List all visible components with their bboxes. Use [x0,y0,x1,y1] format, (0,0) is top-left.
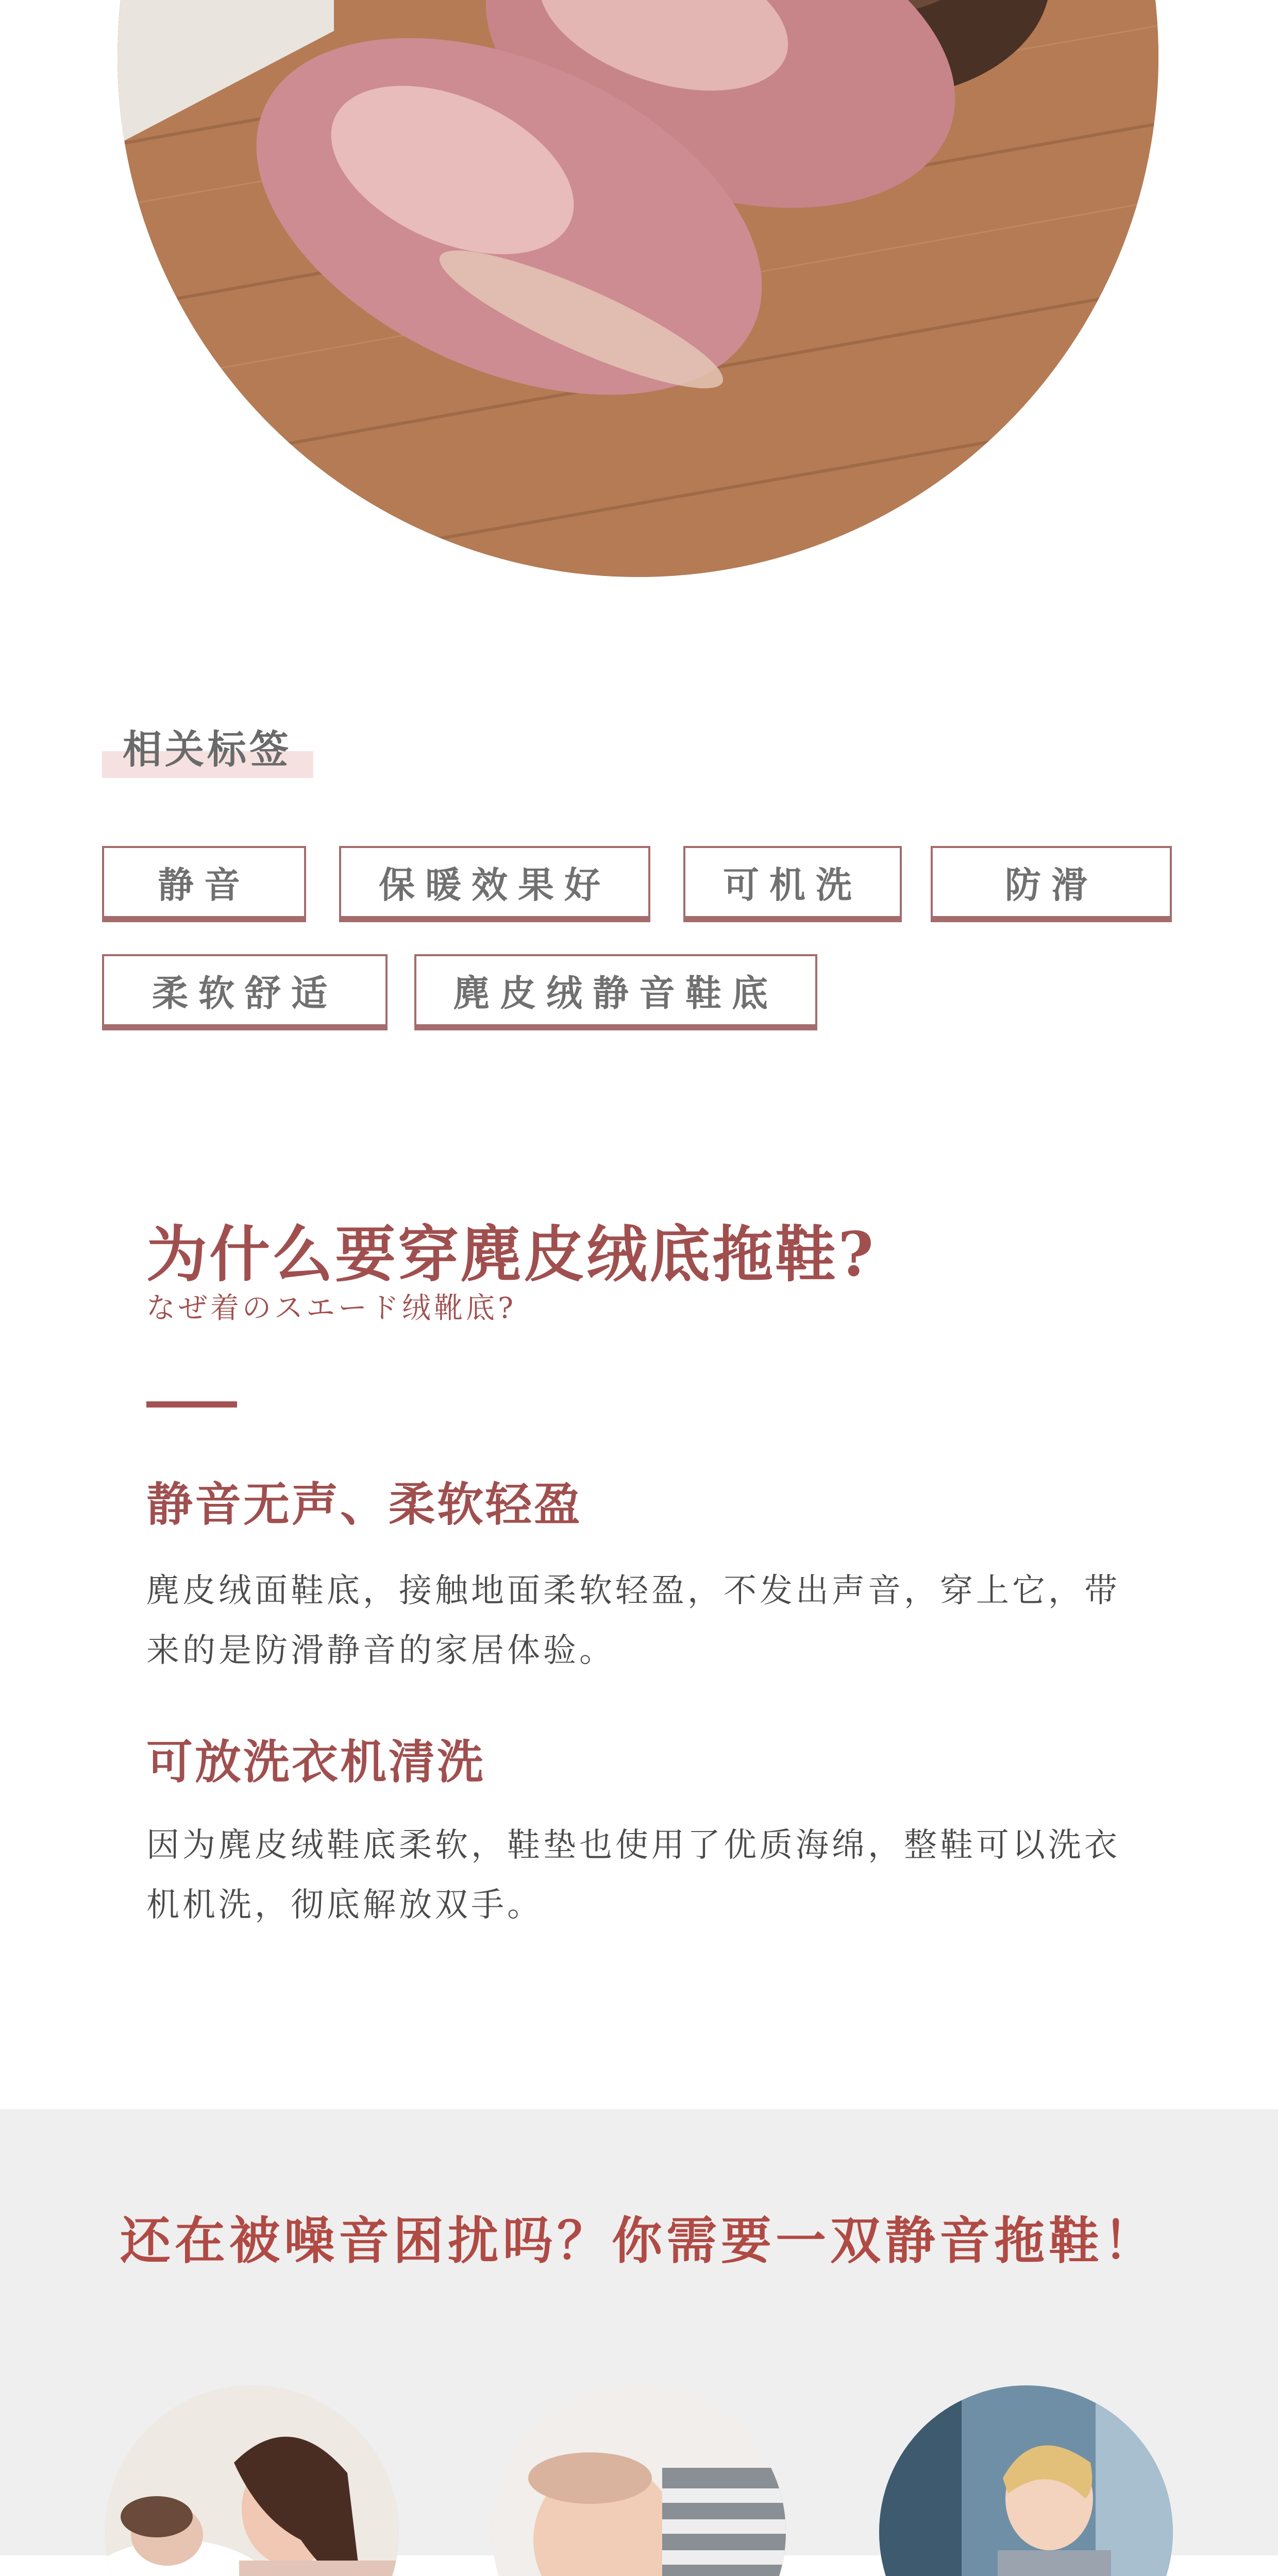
feature-heading-washable: 可放洗衣机清洗 [146,1735,485,1789]
tag-suede-silent-sole[interactable]: 麂皮绒静音鞋底 [414,954,817,1030]
why-section-subtitle: なぜ着のスエード绒靴底? [146,1292,517,1325]
tag-silent[interactable]: 静音 [102,846,306,922]
feature-text-silent: 麂皮绒面鞋底，接触地面柔软轻盈，不发出声音，穿上它，带来的是防滑静音的家居体验。 [146,1572,1120,1670]
tag-soft-comfortable[interactable]: 柔软舒适 [102,954,388,1030]
tags-section-title: 相关标签 [102,721,312,778]
feature-heading-silent: 静音无声、柔软轻盈 [146,1477,582,1532]
hero-slippers-image [117,0,1158,577]
section-divider [146,1401,237,1408]
tag-warm[interactable]: 保暖效果好 [339,846,650,922]
tag-machine-washable[interactable]: 可机洗 [683,846,902,922]
why-section-title: 为什么要穿麂皮绒底拖鞋? [146,1218,876,1290]
tag-anti-slip[interactable]: 防滑 [931,846,1172,922]
feature-text-washable: 因为麂皮绒鞋底柔软，鞋垫也使用了优质海绵，整鞋可以洗衣机机洗，彻底解放双手。 [146,1826,1120,1924]
promo-headline: 还在被噪音困扰吗？你需要一双静音拖鞋！ [120,2211,1158,2270]
